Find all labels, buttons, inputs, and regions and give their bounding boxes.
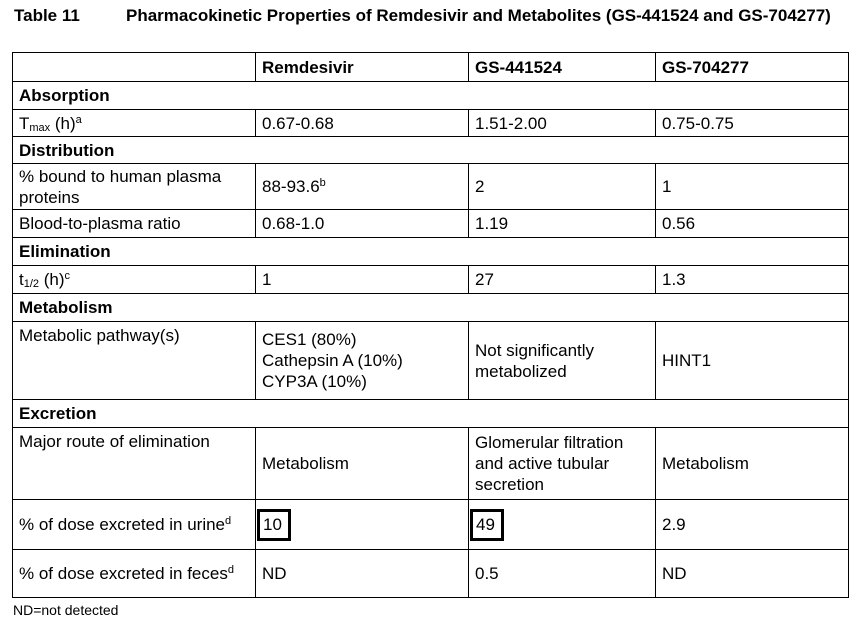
bound-gs704277: 1 xyxy=(656,164,849,210)
table-row xyxy=(13,164,849,210)
section-distribution: Distribution xyxy=(13,137,849,164)
blood-plasma-remdesivir: 0.68-1.0 xyxy=(256,210,469,238)
pathway-gs441524: Not significantly metabolized xyxy=(469,322,656,400)
feces-gs704277: ND xyxy=(656,550,849,598)
row-label-pathway: Metabolic pathway(s) xyxy=(13,322,256,400)
row-label-urine: % of dose excreted in urine$^d$ xyxy=(13,500,256,550)
table-row xyxy=(13,550,849,598)
row-label-blood-plasma: Blood-to-plasma ratio xyxy=(13,210,256,238)
header-remdesivir: Remdesivir xyxy=(256,53,469,82)
row-label-protein-binding: % bound to human plasma proteins xyxy=(13,164,256,210)
section-row xyxy=(13,294,849,322)
table-number: Table 11 xyxy=(14,6,80,25)
section-metabolism: Metabolism xyxy=(13,294,849,322)
pk-table xyxy=(12,52,849,598)
table-row xyxy=(13,266,849,294)
section-absorption: Absorption xyxy=(13,82,849,110)
route-remdesivir: Metabolism xyxy=(256,428,469,500)
section-excretion: Excretion xyxy=(13,400,849,428)
urine-remdesivir xyxy=(256,500,469,550)
tmax-remdesivir: 0.67-0.68 xyxy=(256,110,469,137)
section-row xyxy=(13,137,849,164)
route-gs441524: Glomerular filtration and active tubular secretion xyxy=(469,428,656,500)
bound-remdesivir: 88-93.6$^b$ xyxy=(256,164,469,210)
table-row xyxy=(13,428,849,500)
section-elimination: Elimination xyxy=(13,238,849,266)
table-title: Pharmacokinetic Properties of Remdesivir and Metabolites (GS-441524 and GS-704277) xyxy=(126,6,831,25)
row-label-feces: % of dose excreted in feces$^d$ xyxy=(13,550,256,598)
header-gs441524: GS-441524 xyxy=(469,53,656,82)
pathway-gs704277: HINT1 xyxy=(656,322,849,400)
table-row xyxy=(13,210,849,238)
half-life-remdesivir: 1 xyxy=(256,266,469,294)
header-empty-cell xyxy=(13,53,256,82)
table-row xyxy=(13,110,849,137)
tmax-gs441524: 1.51-2.00 xyxy=(469,110,656,137)
section-row xyxy=(13,238,849,266)
row-label-route: Major route of elimination xyxy=(13,428,256,500)
blood-plasma-gs441524: 1.19 xyxy=(469,210,656,238)
half-life-gs704277: 1.3 xyxy=(656,266,849,294)
header-gs704277: GS-704277 xyxy=(656,53,849,82)
blood-plasma-gs704277: 0.56 xyxy=(656,210,849,238)
row-label-half-life: $t_{1/2}$ $(h)^c$ xyxy=(13,266,256,294)
header-row xyxy=(13,53,849,82)
tmax-gs704277: 0.75-0.75 xyxy=(656,110,849,137)
route-gs704277: Metabolism xyxy=(656,428,849,500)
highlight-box: 49 xyxy=(470,509,504,541)
table-row xyxy=(13,322,849,400)
urine-gs704277: 2.9 xyxy=(656,500,849,550)
row-label-tmax: $T_{max}$ $(h)^a$ xyxy=(13,110,256,137)
half-life-gs441524: 27 xyxy=(469,266,656,294)
footnote: ND=not detected xyxy=(13,602,119,618)
feces-remdesivir: ND xyxy=(256,550,469,598)
feces-gs441524: 0.5 xyxy=(469,550,656,598)
section-row xyxy=(13,400,849,428)
section-row xyxy=(13,82,849,110)
bound-gs441524: 2 xyxy=(469,164,656,210)
urine-gs441524 xyxy=(469,500,656,550)
pathway-remdesivir: CES1 (80%) Cathepsin A (10%) CYP3A (10%) xyxy=(256,322,469,400)
table-row xyxy=(13,500,849,550)
highlight-box: 10 xyxy=(257,509,291,541)
